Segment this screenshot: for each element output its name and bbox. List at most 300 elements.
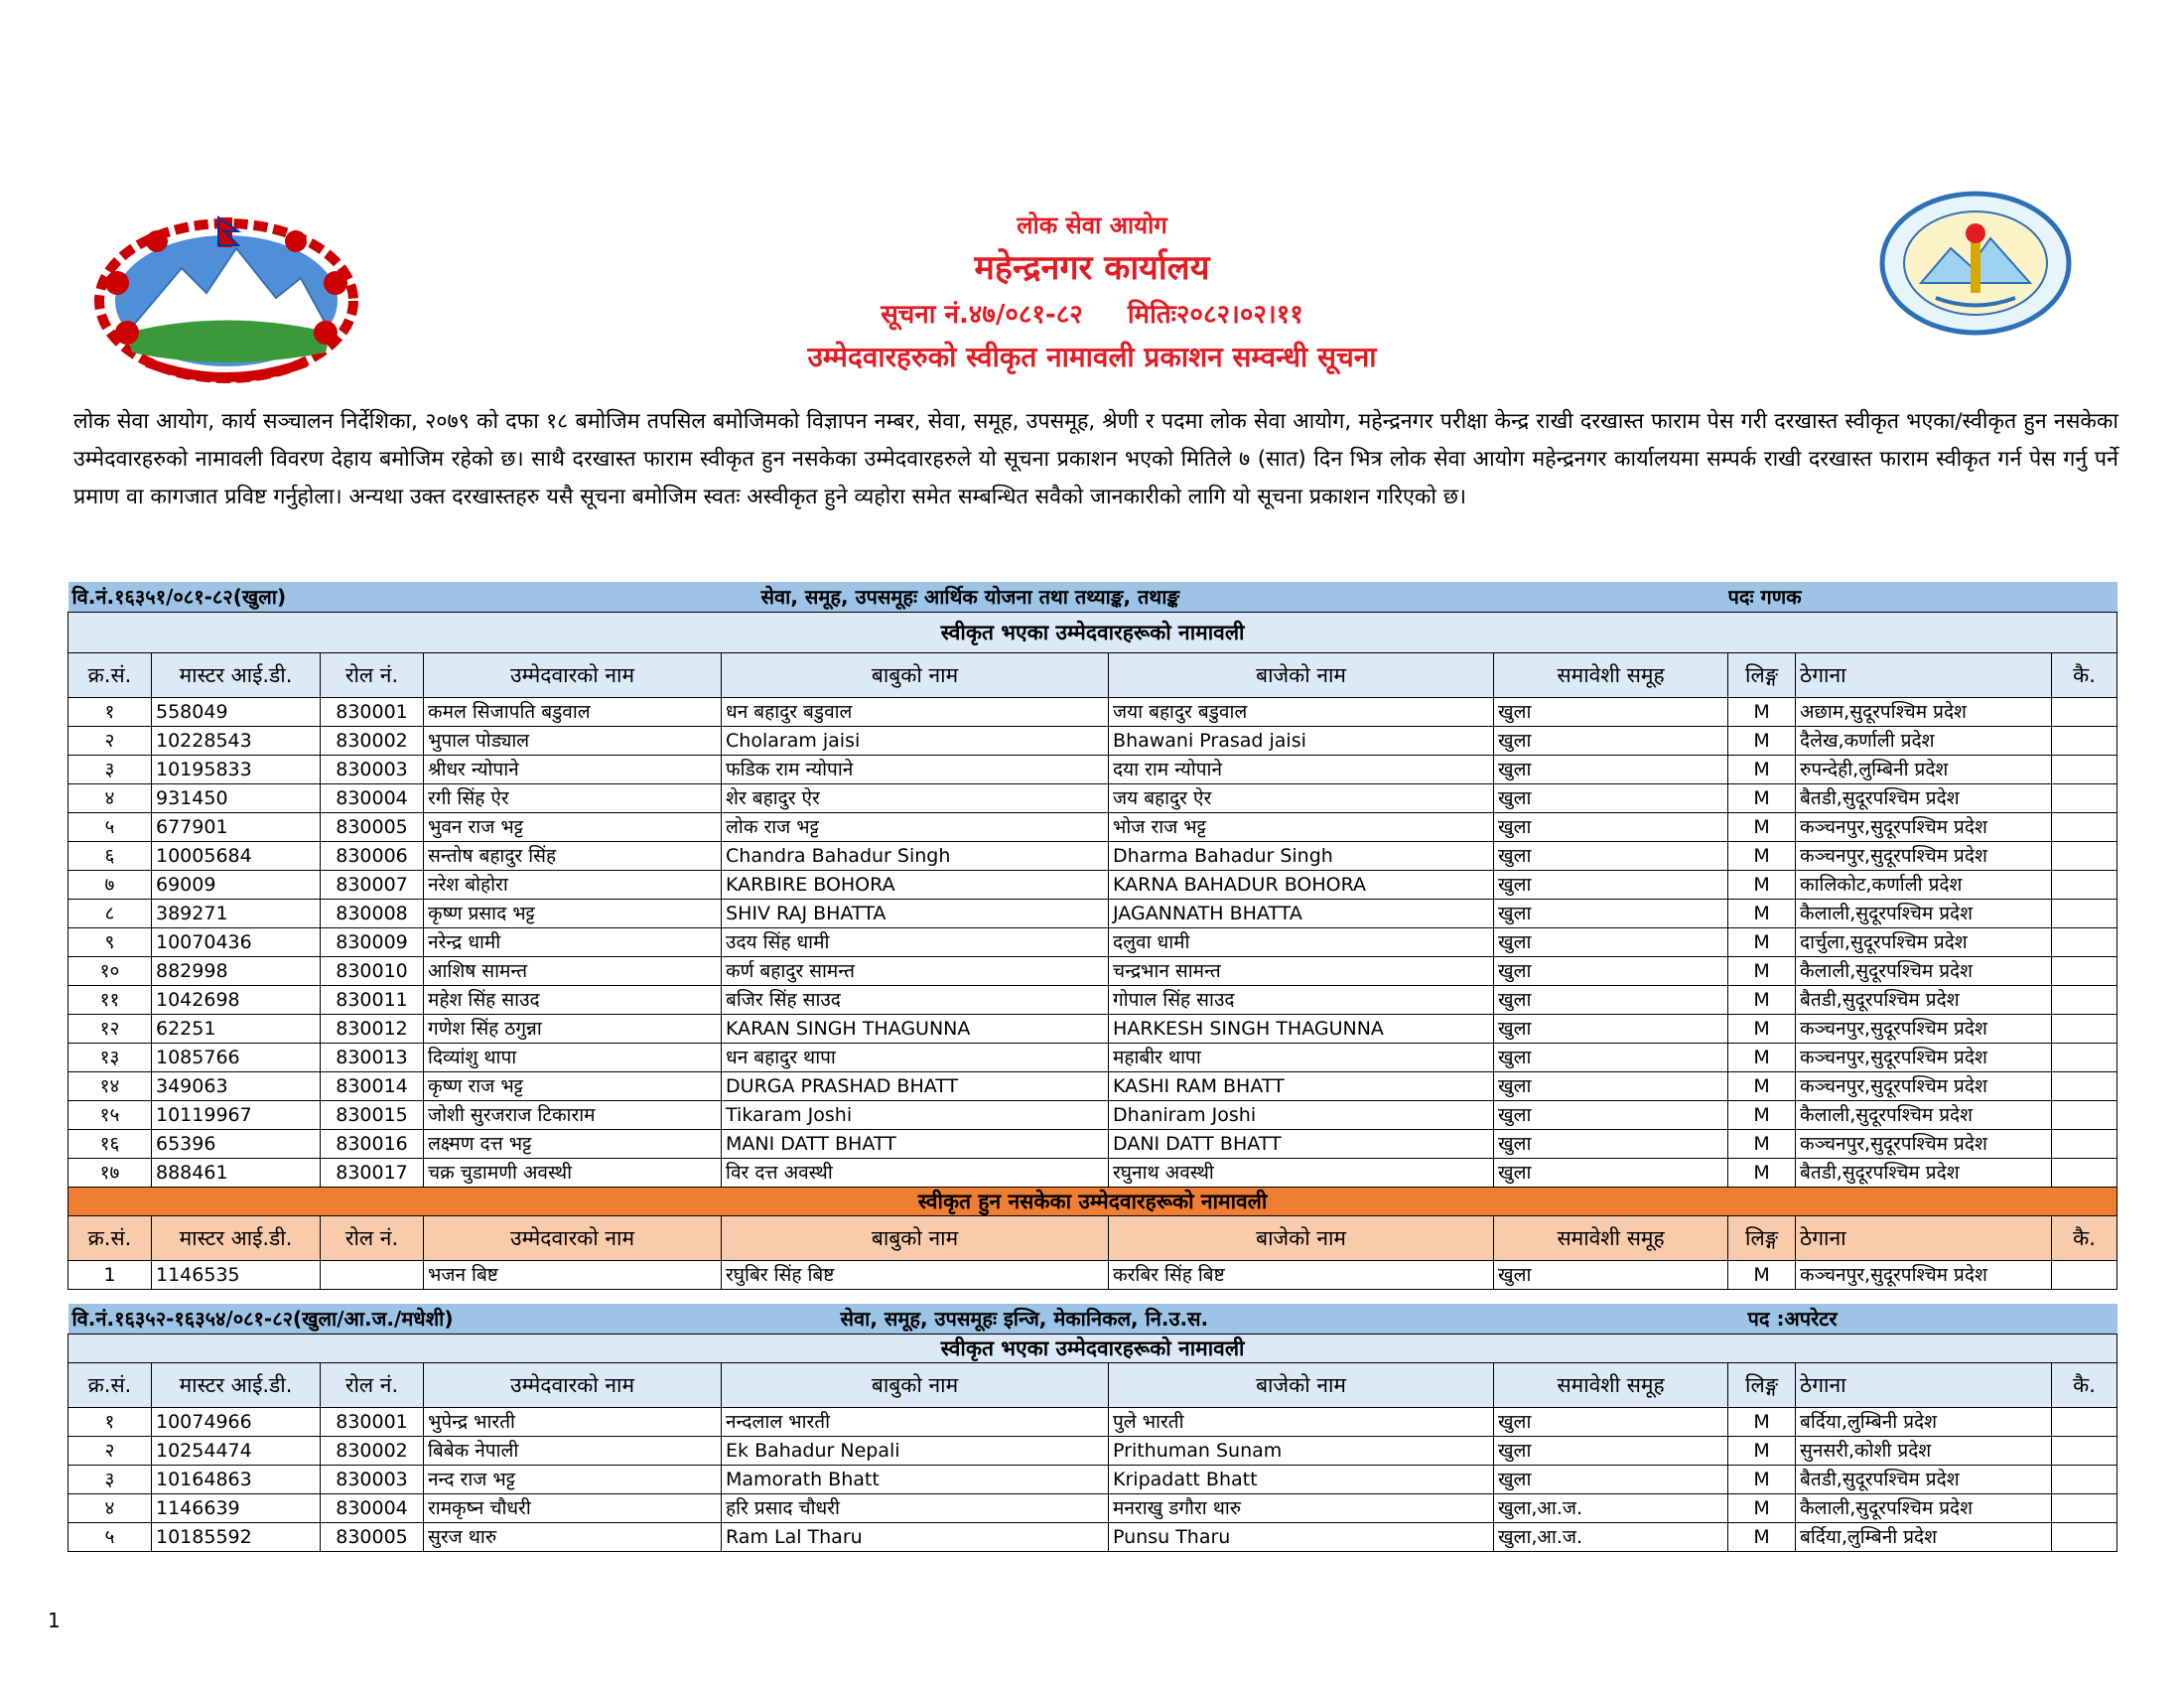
cell-roll-no: 830001 bbox=[321, 1408, 424, 1437]
cell-master-id: 10005684 bbox=[152, 842, 321, 871]
cell-candidate-name: चक्र चुडामणी अवस्थी bbox=[424, 1159, 722, 1188]
cell-address: कञ्चनपुर,सुदूरपश्चिम प्रदेश bbox=[1796, 1130, 2052, 1159]
cell-candidate-name: रामकृष्न चौधरी bbox=[424, 1494, 722, 1523]
cell-serial: 1 bbox=[68, 1261, 152, 1290]
cell-roll-no: 830007 bbox=[321, 871, 424, 900]
column-header-remarks: कै. bbox=[2052, 1216, 2117, 1261]
cell-master-id: 65396 bbox=[152, 1130, 321, 1159]
cell-gender: M bbox=[1728, 727, 1796, 756]
cell-inclusive-group: खुला bbox=[1494, 727, 1728, 756]
cell-grandfather-name: दलुवा धामी bbox=[1109, 928, 1494, 957]
cell-gender: M bbox=[1728, 1466, 1796, 1494]
column-header-inclusive-group: समावेशी समूह bbox=[1494, 1363, 1728, 1408]
cell-gender: M bbox=[1728, 1408, 1796, 1437]
cell-address: बैतडी,सुदूरपश्चिम प्रदेश bbox=[1796, 784, 2052, 813]
table-row bbox=[68, 957, 2117, 986]
table-row bbox=[68, 1437, 2117, 1466]
cell-grandfather-name: पुले भारती bbox=[1109, 1408, 1494, 1437]
cell-address: कञ्चनपुर,सुदूरपश्चिम प्रदेश bbox=[1796, 1015, 2052, 1044]
table-row bbox=[68, 698, 2117, 727]
column-header-remarks: कै. bbox=[2052, 653, 2117, 698]
cell-remarks bbox=[2052, 727, 2117, 756]
cell-father-name: KARAN SINGH THAGUNNA bbox=[722, 1015, 1109, 1044]
cell-roll-no: 830008 bbox=[321, 900, 424, 928]
cell-grandfather-name: गोपाल सिंह साउद bbox=[1109, 986, 1494, 1015]
cell-roll-no: 830012 bbox=[321, 1015, 424, 1044]
notice-subject: उम्मेदवारहरुको स्वीकृत नामावली प्रकाशन सम्वन्धी सूचना bbox=[807, 341, 1377, 373]
ad1-number: वि.नं.१६३५१/०८१-८२(खुला) bbox=[68, 582, 722, 613]
cell-remarks bbox=[2052, 1408, 2117, 1437]
cell-address: दार्चुला,सुदूरपश्चिम प्रदेश bbox=[1796, 928, 2052, 957]
cell-inclusive-group: खुला bbox=[1494, 1101, 1728, 1130]
table-row bbox=[68, 928, 2117, 957]
cell-master-id: 10254474 bbox=[152, 1437, 321, 1466]
cell-father-name: शेर बहादुर ऐर bbox=[722, 784, 1109, 813]
cell-father-name: नन्दलाल भारती bbox=[722, 1408, 1109, 1437]
table-row bbox=[68, 1072, 2117, 1101]
cell-master-id: 882998 bbox=[152, 957, 321, 986]
cell-father-name: धन बहादुर थापा bbox=[722, 1044, 1109, 1072]
column-header-master-id: मास्टर आई.डी. bbox=[152, 653, 321, 698]
cell-remarks bbox=[2052, 813, 2117, 842]
cell-master-id: 349063 bbox=[152, 1072, 321, 1101]
column-header-candidate-name: उम्मेदवारको नाम bbox=[424, 1216, 722, 1261]
cell-gender: M bbox=[1728, 756, 1796, 784]
cell-master-id: 69009 bbox=[152, 871, 321, 900]
cell-master-id: 1146639 bbox=[152, 1494, 321, 1523]
cell-candidate-name: नरेश बोहोरा bbox=[424, 871, 722, 900]
cell-gender: M bbox=[1728, 986, 1796, 1015]
cell-roll-no: 830016 bbox=[321, 1130, 424, 1159]
cell-inclusive-group: खुला bbox=[1494, 1408, 1728, 1437]
cell-father-name: विर दत्त अवस्थी bbox=[722, 1159, 1109, 1188]
cell-serial: १ bbox=[68, 1408, 152, 1437]
ad1-approved-title: स्वीकृत भएका उम्मेदवारहरूको नामावली bbox=[68, 613, 2117, 653]
cell-address: कञ्चनपुर,सुदूरपश्चिम प्रदेश bbox=[1796, 1072, 2052, 1101]
table-row bbox=[68, 756, 2117, 784]
cell-candidate-name: नरेन्द्र धामी bbox=[424, 928, 722, 957]
cell-master-id: 10070436 bbox=[152, 928, 321, 957]
ad1-table bbox=[68, 582, 2117, 1290]
column-header-gender: लिङ्ग bbox=[1728, 1363, 1796, 1408]
cell-address: कञ्चनपुर,सुदूरपश्चिम प्रदेश bbox=[1796, 842, 2052, 871]
cell-remarks bbox=[2052, 1130, 2117, 1159]
cell-grandfather-name: JAGANNATH BHATTA bbox=[1109, 900, 1494, 928]
cell-gender: M bbox=[1728, 842, 1796, 871]
cell-roll-no: 830013 bbox=[321, 1044, 424, 1072]
column-header-father-name: बाबुको नाम bbox=[722, 1363, 1109, 1408]
notice-number: सूचना नं.४७/०८१-८२ bbox=[881, 300, 1083, 330]
cell-address: सुनसरी,कोशी प्रदेश bbox=[1796, 1437, 2052, 1466]
cell-inclusive-group: खुला bbox=[1494, 1159, 1728, 1188]
cell-gender: M bbox=[1728, 957, 1796, 986]
column-header-gender: लिङ्ग bbox=[1728, 1216, 1796, 1261]
cell-serial: ११ bbox=[68, 986, 152, 1015]
ad2-info-row bbox=[68, 1304, 2117, 1335]
column-header-remarks: कै. bbox=[2052, 1363, 2117, 1408]
cell-inclusive-group: खुला bbox=[1494, 1437, 1728, 1466]
cell-candidate-name: भजन बिष्ट bbox=[424, 1261, 722, 1290]
table-row bbox=[68, 1523, 2117, 1552]
cell-gender: M bbox=[1728, 1523, 1796, 1552]
cell-inclusive-group: खुला bbox=[1494, 957, 1728, 986]
notice-header bbox=[496, 209, 1688, 379]
cell-roll-no: 830002 bbox=[321, 727, 424, 756]
column-header-grandfather-name: बाजेको नाम bbox=[1109, 1216, 1494, 1261]
cell-remarks bbox=[2052, 900, 2117, 928]
ad2-approved-title-row bbox=[68, 1335, 2117, 1363]
cell-master-id: 931450 bbox=[152, 784, 321, 813]
cell-candidate-name: बिबेक नेपाली bbox=[424, 1437, 722, 1466]
notice-line bbox=[496, 294, 1688, 336]
cell-master-id: 558049 bbox=[152, 698, 321, 727]
cell-serial: ३ bbox=[68, 756, 152, 784]
cell-father-name: Mamorath Bhatt bbox=[722, 1466, 1109, 1494]
cell-remarks bbox=[2052, 928, 2117, 957]
cell-inclusive-group: खुला bbox=[1494, 1044, 1728, 1072]
cell-grandfather-name: Punsu Tharu bbox=[1109, 1523, 1494, 1552]
cell-grandfather-name: दया राम न्योपाने bbox=[1109, 756, 1494, 784]
cell-grandfather-name: KARNA BAHADUR BOHORA bbox=[1109, 871, 1494, 900]
cell-serial: १३ bbox=[68, 1044, 152, 1072]
ad2-post: पद :अपरेटर bbox=[1728, 1304, 2117, 1335]
ad1-column-header-row bbox=[68, 653, 2117, 698]
cell-remarks bbox=[2052, 1261, 2117, 1290]
column-header-candidate-name: उम्मेदवारको नाम bbox=[424, 1363, 722, 1408]
cell-grandfather-name: मनराखु डगौरा थारु bbox=[1109, 1494, 1494, 1523]
cell-grandfather-name: भोज राज भट्ट bbox=[1109, 813, 1494, 842]
cell-gender: M bbox=[1728, 1044, 1796, 1072]
cell-father-name: फडिक राम न्योपाने bbox=[722, 756, 1109, 784]
cell-candidate-name: जोशी सुरजराज टिकाराम bbox=[424, 1101, 722, 1130]
cell-remarks bbox=[2052, 1044, 2117, 1072]
cell-gender: M bbox=[1728, 900, 1796, 928]
cell-gender: M bbox=[1728, 1159, 1796, 1188]
cell-serial: ४ bbox=[68, 1494, 152, 1523]
ad1-approved-title-row bbox=[68, 613, 2117, 653]
cell-candidate-name: भुवन राज भट्ट bbox=[424, 813, 722, 842]
cell-address: कञ्चनपुर,सुदूरपश्चिम प्रदेश bbox=[1796, 813, 2052, 842]
cell-candidate-name: कृष्ण राज भट्ट bbox=[424, 1072, 722, 1101]
cell-address: कैलाली,सुदूरपश्चिम प्रदेश bbox=[1796, 957, 2052, 986]
cell-gender: M bbox=[1728, 1437, 1796, 1466]
cell-candidate-name: सन्तोष बहादुर सिंह bbox=[424, 842, 722, 871]
cell-master-id: 888461 bbox=[152, 1159, 321, 1188]
cell-address: दैलेख,कर्णाली प्रदेश bbox=[1796, 727, 2052, 756]
cell-remarks bbox=[2052, 1523, 2117, 1552]
cell-inclusive-group: खुला,आ.ज. bbox=[1494, 1494, 1728, 1523]
column-header-grandfather-name: बाजेको नाम bbox=[1109, 1363, 1494, 1408]
table-row bbox=[68, 1261, 2117, 1290]
cell-address: बैतडी,सुदूरपश्चिम प्रदेश bbox=[1796, 986, 2052, 1015]
cell-remarks bbox=[2052, 698, 2117, 727]
cell-grandfather-name: महाबीर थापा bbox=[1109, 1044, 1494, 1072]
cell-serial: १४ bbox=[68, 1072, 152, 1101]
cell-grandfather-name: Bhawani Prasad jaisi bbox=[1109, 727, 1494, 756]
cell-inclusive-group: खुला bbox=[1494, 986, 1728, 1015]
cell-remarks bbox=[2052, 1015, 2117, 1044]
ad1-rejected-column-header-row bbox=[68, 1216, 2117, 1261]
cell-candidate-name: श्रीधर न्योपाने bbox=[424, 756, 722, 784]
cell-master-id: 62251 bbox=[152, 1015, 321, 1044]
cell-inclusive-group: खुला bbox=[1494, 1015, 1728, 1044]
cell-candidate-name: दिव्यांशु थापा bbox=[424, 1044, 722, 1072]
cell-remarks bbox=[2052, 1159, 2117, 1188]
table-row bbox=[68, 1130, 2117, 1159]
office-name: महेन्द्रनगर कार्यालय bbox=[974, 248, 1210, 288]
nepal-emblem-icon bbox=[87, 213, 365, 387]
cell-candidate-name: भुपेन्द्र भारती bbox=[424, 1408, 722, 1437]
cell-serial: १६ bbox=[68, 1130, 152, 1159]
cell-candidate-name: सुरज थारु bbox=[424, 1523, 722, 1552]
cell-master-id: 389271 bbox=[152, 900, 321, 928]
cell-remarks bbox=[2052, 1466, 2117, 1494]
column-header-serial: क्र.सं. bbox=[68, 1363, 152, 1408]
column-header-father-name: बाबुको नाम bbox=[722, 653, 1109, 698]
cell-candidate-name: महेश सिंह साउद bbox=[424, 986, 722, 1015]
cell-serial: ९ bbox=[68, 928, 152, 957]
cell-remarks bbox=[2052, 784, 2117, 813]
cell-candidate-name: कृष्ण प्रसाद भट्ट bbox=[424, 900, 722, 928]
ad1-info-row bbox=[68, 582, 2117, 613]
cell-roll-no bbox=[321, 1261, 424, 1290]
org-name: लोक सेवा आयोग bbox=[1017, 211, 1167, 239]
cell-gender: M bbox=[1728, 813, 1796, 842]
cell-master-id: 1146535 bbox=[152, 1261, 321, 1290]
cell-serial: २ bbox=[68, 727, 152, 756]
cell-inclusive-group: खुला bbox=[1494, 1072, 1728, 1101]
cell-candidate-name: गणेश सिंह ठगुन्ना bbox=[424, 1015, 722, 1044]
cell-grandfather-name: Dhaniram Joshi bbox=[1109, 1101, 1494, 1130]
cell-father-name: हरि प्रसाद चौधरी bbox=[722, 1494, 1109, 1523]
column-header-gender: लिङ्ग bbox=[1728, 653, 1796, 698]
table-row bbox=[68, 784, 2117, 813]
table-row bbox=[68, 1015, 2117, 1044]
cell-remarks bbox=[2052, 1101, 2117, 1130]
cell-serial: ६ bbox=[68, 842, 152, 871]
cell-grandfather-name: Prithuman Sunam bbox=[1109, 1437, 1494, 1466]
column-header-roll-no: रोल नं. bbox=[321, 653, 424, 698]
cell-serial: ३ bbox=[68, 1466, 152, 1494]
cell-remarks bbox=[2052, 1072, 2117, 1101]
page-number: 1 bbox=[48, 1609, 61, 1632]
cell-grandfather-name: जया बहादुर बडुवाल bbox=[1109, 698, 1494, 727]
cell-father-name: DURGA PRASHAD BHATT bbox=[722, 1072, 1109, 1101]
cell-serial: ५ bbox=[68, 1523, 152, 1552]
intro-paragraph: लोक सेवा आयोग, कार्य सञ्चालन निर्देशिका, २०७९ को दफा १८ बमोजिम तपसिल बमोजिमको विज्ञापन नम्बर, सेवा, समूह, उपसमूह, श्रेणी र पदमा लोक सेवा आयोग, महेन्द्रनगर परीक्षा केन्द्र राखी दरखास्त फाराम पेस गरी दरखास्त स्वीकृत भएका/स्वीकृत हुन नसकेका उम्मेदवारहरुको नामावली विवरण देहाय बमोजिम रहेको छ। साथै दरखास्त फाराम स्वीकृत हुन नसकेका उम्मेदवारहरुले यो सूचना प्रकाशन भएको मितिले ७ (सात) दिन भित्र लोक सेवा आयोग महेन्द्रनगर कार्यालयमा सम्पर्क राखी दरखास्त फाराम स्वीकृत गर्न पेस गर्नु पर्ने प्रमाण वा कागजात प्रविष्ट गर्नुहोला। अन्यथा उक्त दरखास्तहरु यसै सूचना बमोजिम स्वतः अस्वीकृत हुने व्यहोरा समेत सम्बन्धित सवैको जानकारीको लागि यो सूचना प्रकाशन गरिएको छ। bbox=[73, 409, 2118, 509]
cell-inclusive-group: खुला bbox=[1494, 900, 1728, 928]
cell-roll-no: 830004 bbox=[321, 784, 424, 813]
psc-emblem-icon bbox=[1876, 189, 2075, 338]
cell-inclusive-group: खुला bbox=[1494, 784, 1728, 813]
ad2-number: वि.नं.१६३५२-१६३५४/०८१-८२(खुला/आ.ज./मधेशी) bbox=[68, 1304, 722, 1335]
table-row bbox=[68, 1101, 2117, 1130]
cell-candidate-name: रगी सिंह ऐर bbox=[424, 784, 722, 813]
cell-inclusive-group: खुला,आ.ज. bbox=[1494, 1523, 1728, 1552]
cell-serial: ५ bbox=[68, 813, 152, 842]
column-header-roll-no: रोल नं. bbox=[321, 1216, 424, 1261]
cell-candidate-name: लक्ष्मण दत्त भट्ट bbox=[424, 1130, 722, 1159]
ad1-rejected-rows bbox=[68, 1261, 2117, 1290]
cell-father-name: धन बहादुर बडुवाल bbox=[722, 698, 1109, 727]
cell-gender: M bbox=[1728, 871, 1796, 900]
column-header-address: ठेगाना bbox=[1796, 653, 2052, 698]
table-row bbox=[68, 1044, 2117, 1072]
cell-address: कालिकोट,कर्णाली प्रदेश bbox=[1796, 871, 2052, 900]
ad2-section bbox=[68, 1304, 2116, 1552]
cell-roll-no: 830015 bbox=[321, 1101, 424, 1130]
column-header-candidate-name: उम्मेदवारको नाम bbox=[424, 653, 722, 698]
cell-inclusive-group: खुला bbox=[1494, 1130, 1728, 1159]
column-header-serial: क्र.सं. bbox=[68, 1216, 152, 1261]
table-row bbox=[68, 871, 2117, 900]
cell-serial: १० bbox=[68, 957, 152, 986]
ad1-post: पदः गणक bbox=[1728, 582, 2117, 613]
table-row bbox=[68, 1159, 2117, 1188]
ad1-section bbox=[68, 582, 2116, 1290]
cell-master-id: 10195833 bbox=[152, 756, 321, 784]
cell-master-id: 10119967 bbox=[152, 1101, 321, 1130]
cell-address: बर्दिया,लुम्बिनी प्रदेश bbox=[1796, 1523, 2052, 1552]
cell-serial: १२ bbox=[68, 1015, 152, 1044]
cell-master-id: 1085766 bbox=[152, 1044, 321, 1072]
ad1-approved-rows bbox=[68, 698, 2117, 1188]
ad1-service: सेवा, समूह, उपसमूहः आर्थिक योजना तथा तथ्याङ्क, तथाङ्क bbox=[722, 582, 1728, 613]
cell-candidate-name: कमल सिजापति बडुवाल bbox=[424, 698, 722, 727]
cell-roll-no: 830005 bbox=[321, 813, 424, 842]
cell-remarks bbox=[2052, 756, 2117, 784]
cell-address: कैलाली,सुदूरपश्चिम प्रदेश bbox=[1796, 1494, 2052, 1523]
cell-master-id: 10164863 bbox=[152, 1466, 321, 1494]
cell-grandfather-name: चन्द्रभान सामन्त bbox=[1109, 957, 1494, 986]
ad2-approved-rows bbox=[68, 1408, 2117, 1552]
ad1-rejected-title: स्वीकृत हुन नसकेका उम्मेदवारहरूको नामावली bbox=[68, 1188, 2117, 1216]
cell-serial: २ bbox=[68, 1437, 152, 1466]
cell-father-name: रघुबिर सिंह बिष्ट bbox=[722, 1261, 1109, 1290]
cell-roll-no: 830014 bbox=[321, 1072, 424, 1101]
cell-inclusive-group: खुला bbox=[1494, 842, 1728, 871]
cell-father-name: MANI DATT BHATT bbox=[722, 1130, 1109, 1159]
cell-master-id: 10185592 bbox=[152, 1523, 321, 1552]
cell-gender: M bbox=[1728, 1494, 1796, 1523]
cell-candidate-name: नन्द राज भट्ट bbox=[424, 1466, 722, 1494]
cell-address: कैलाली,सुदूरपश्चिम प्रदेश bbox=[1796, 1101, 2052, 1130]
cell-roll-no: 830005 bbox=[321, 1523, 424, 1552]
cell-remarks bbox=[2052, 986, 2117, 1015]
cell-gender: M bbox=[1728, 784, 1796, 813]
table-row bbox=[68, 1466, 2117, 1494]
cell-father-name: Ram Lal Tharu bbox=[722, 1523, 1109, 1552]
cell-address: कञ्चनपुर,सुदूरपश्चिम प्रदेश bbox=[1796, 1261, 2052, 1290]
column-header-roll-no: रोल नं. bbox=[321, 1363, 424, 1408]
cell-gender: M bbox=[1728, 1130, 1796, 1159]
cell-serial: ४ bbox=[68, 784, 152, 813]
cell-gender: M bbox=[1728, 928, 1796, 957]
cell-remarks bbox=[2052, 842, 2117, 871]
column-header-master-id: मास्टर आई.डी. bbox=[152, 1216, 321, 1261]
cell-inclusive-group: खुला bbox=[1494, 871, 1728, 900]
cell-master-id: 1042698 bbox=[152, 986, 321, 1015]
column-header-master-id: मास्टर आई.डी. bbox=[152, 1363, 321, 1408]
cell-roll-no: 830003 bbox=[321, 1466, 424, 1494]
ad2-column-header-row bbox=[68, 1363, 2117, 1408]
cell-father-name: Tikaram Joshi bbox=[722, 1101, 1109, 1130]
cell-remarks bbox=[2052, 1437, 2117, 1466]
cell-father-name: Ek Bahadur Nepali bbox=[722, 1437, 1109, 1466]
cell-father-name: SHIV RAJ BHATTA bbox=[722, 900, 1109, 928]
cell-inclusive-group: खुला bbox=[1494, 813, 1728, 842]
table-row bbox=[68, 842, 2117, 871]
cell-father-name: उदय सिंह धामी bbox=[722, 928, 1109, 957]
cell-master-id: 10074966 bbox=[152, 1408, 321, 1437]
table-row bbox=[68, 727, 2117, 756]
cell-master-id: 10228543 bbox=[152, 727, 321, 756]
cell-gender: M bbox=[1728, 1072, 1796, 1101]
cell-father-name: KARBIRE BOHORA bbox=[722, 871, 1109, 900]
cell-serial: ७ bbox=[68, 871, 152, 900]
ad1-rejected-title-row bbox=[68, 1188, 2117, 1216]
cell-roll-no: 830001 bbox=[321, 698, 424, 727]
cell-father-name: कर्ण बहादुर सामन्त bbox=[722, 957, 1109, 986]
cell-address: बैतडी,सुदूरपश्चिम प्रदेश bbox=[1796, 1466, 2052, 1494]
cell-address: रुपन्देही,लुम्बिनी प्रदेश bbox=[1796, 756, 2052, 784]
cell-father-name: Chandra Bahadur Singh bbox=[722, 842, 1109, 871]
cell-remarks bbox=[2052, 957, 2117, 986]
cell-gender: M bbox=[1728, 1101, 1796, 1130]
cell-gender: M bbox=[1728, 1015, 1796, 1044]
cell-grandfather-name: Dharma Bahadur Singh bbox=[1109, 842, 1494, 871]
cell-roll-no: 830010 bbox=[321, 957, 424, 986]
table-row bbox=[68, 1408, 2117, 1437]
cell-serial: १५ bbox=[68, 1101, 152, 1130]
cell-roll-no: 830006 bbox=[321, 842, 424, 871]
column-header-address: ठेगाना bbox=[1796, 1216, 2052, 1261]
column-header-grandfather-name: बाजेको नाम bbox=[1109, 653, 1494, 698]
column-header-inclusive-group: समावेशी समूह bbox=[1494, 653, 1728, 698]
cell-inclusive-group: खुला bbox=[1494, 698, 1728, 727]
column-header-inclusive-group: समावेशी समूह bbox=[1494, 1216, 1728, 1261]
cell-grandfather-name: करबिर सिंह बिष्ट bbox=[1109, 1261, 1494, 1290]
cell-inclusive-group: खुला bbox=[1494, 1261, 1728, 1290]
cell-father-name: बजिर सिंह साउद bbox=[722, 986, 1109, 1015]
cell-father-name: Cholaram jaisi bbox=[722, 727, 1109, 756]
cell-address: कञ्चनपुर,सुदूरपश्चिम प्रदेश bbox=[1796, 1044, 2052, 1072]
cell-roll-no: 830002 bbox=[321, 1437, 424, 1466]
notice-date: मितिः२०८२।०२।११ bbox=[1127, 300, 1303, 330]
cell-grandfather-name: जय बहादुर ऐर bbox=[1109, 784, 1494, 813]
cell-grandfather-name: DANI DATT BHATT bbox=[1109, 1130, 1494, 1159]
cell-inclusive-group: खुला bbox=[1494, 1466, 1728, 1494]
cell-roll-no: 830009 bbox=[321, 928, 424, 957]
column-header-serial: क्र.सं. bbox=[68, 653, 152, 698]
cell-roll-no: 830004 bbox=[321, 1494, 424, 1523]
cell-candidate-name: आशिष सामन्त bbox=[424, 957, 722, 986]
column-header-father-name: बाबुको नाम bbox=[722, 1216, 1109, 1261]
cell-serial: १ bbox=[68, 698, 152, 727]
cell-remarks bbox=[2052, 1494, 2117, 1523]
cell-gender: M bbox=[1728, 1261, 1796, 1290]
cell-serial: १७ bbox=[68, 1159, 152, 1188]
cell-address: बर्दिया,लुम्बिनी प्रदेश bbox=[1796, 1408, 2052, 1437]
cell-gender: M bbox=[1728, 698, 1796, 727]
cell-serial: ८ bbox=[68, 900, 152, 928]
table-row bbox=[68, 986, 2117, 1015]
table-row bbox=[68, 900, 2117, 928]
column-header-address: ठेगाना bbox=[1796, 1363, 2052, 1408]
ad2-table bbox=[68, 1304, 2117, 1552]
cell-inclusive-group: खुला bbox=[1494, 928, 1728, 957]
cell-address: अछाम,सुदूरपश्चिम प्रदेश bbox=[1796, 698, 2052, 727]
